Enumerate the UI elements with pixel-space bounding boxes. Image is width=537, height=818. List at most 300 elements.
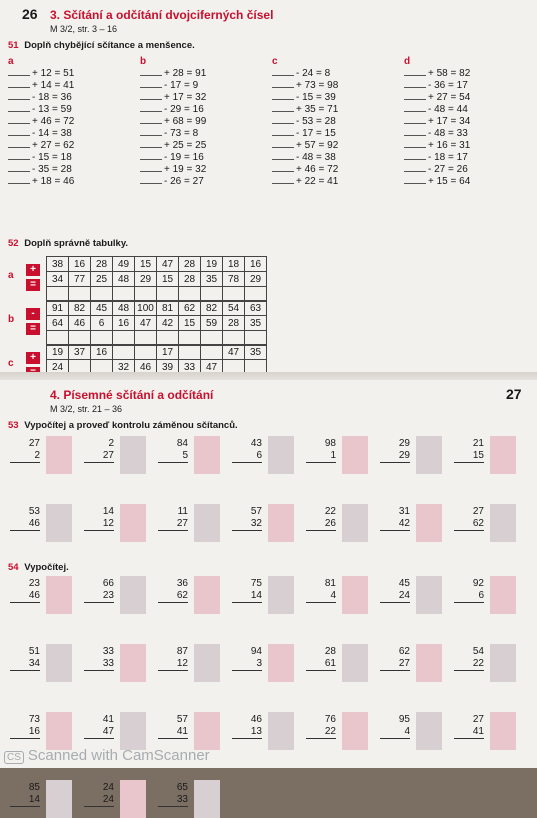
column-label: c <box>272 56 278 67</box>
table-cell: 62 <box>179 301 201 316</box>
addend: 21 <box>472 438 484 449</box>
equation-text: - 17 = 9 <box>164 80 199 91</box>
result-line[interactable] <box>454 738 484 750</box>
equation <box>272 164 394 175</box>
addend: 62 <box>472 518 484 529</box>
equation-text: + 17 = 32 <box>164 92 207 103</box>
table-cell: 15 <box>135 257 157 272</box>
result-line[interactable] <box>380 738 410 750</box>
answer-box[interactable] <box>120 780 146 818</box>
result-line[interactable] <box>306 670 336 682</box>
table-cell: 48 <box>113 301 135 316</box>
result-line[interactable] <box>158 602 188 614</box>
exercise-instruction: Doplň chybějící sčítance a menšence. <box>24 40 195 51</box>
equation <box>272 128 394 139</box>
answer-blank[interactable] <box>404 183 426 184</box>
equation-text: + 15 = 64 <box>428 176 471 187</box>
addition-problem <box>306 646 336 682</box>
table-cell: 29 <box>135 272 157 287</box>
answer-blank[interactable] <box>404 123 426 124</box>
addend: 46 <box>250 714 262 725</box>
addition-problem <box>84 646 114 682</box>
addend: 6 <box>256 450 262 461</box>
addition-problem <box>454 438 484 474</box>
equation-text: - 15 = 18 <box>32 152 72 163</box>
addition-problem <box>380 506 410 542</box>
answer-blank[interactable] <box>404 75 426 76</box>
result-line[interactable] <box>380 462 410 474</box>
answer-box[interactable] <box>342 712 368 750</box>
table-cell: 35 <box>245 316 267 331</box>
table-cell: 34 <box>47 272 69 287</box>
answer-box[interactable] <box>268 712 294 750</box>
equation <box>404 80 526 91</box>
result-line[interactable] <box>84 670 114 682</box>
addend: 66 <box>102 578 114 589</box>
answer-blank[interactable] <box>404 87 426 88</box>
number-table <box>46 256 267 302</box>
addend: 33 <box>176 794 188 805</box>
result-line[interactable] <box>306 738 336 750</box>
equation <box>404 140 526 151</box>
addend: 12 <box>102 518 114 529</box>
table-cell: 82 <box>201 301 223 316</box>
answer-box[interactable] <box>416 504 442 542</box>
answer-blank[interactable] <box>404 159 426 160</box>
addend: 27 <box>28 438 40 449</box>
equation <box>8 152 130 163</box>
equation-text: + 46 = 72 <box>32 116 75 127</box>
answer-blank[interactable] <box>8 159 30 160</box>
equation <box>404 176 526 187</box>
result-line[interactable] <box>380 670 410 682</box>
answer-blank[interactable] <box>272 87 294 88</box>
addend: 51 <box>28 646 40 657</box>
addend: 61 <box>324 658 336 669</box>
answer-box[interactable] <box>46 576 72 614</box>
table-cell: 47 <box>157 257 179 272</box>
answer-box[interactable] <box>120 576 146 614</box>
addend: 27 <box>472 714 484 725</box>
answer-box[interactable] <box>194 644 220 682</box>
equation-text: - 29 = 16 <box>164 104 204 115</box>
table-cell: 29 <box>245 272 267 287</box>
result-line[interactable] <box>454 670 484 682</box>
answer-box[interactable] <box>46 436 72 474</box>
table-cell[interactable] <box>113 345 135 360</box>
exercise-instruction: Vypočítej. <box>24 562 69 573</box>
addend: 29 <box>398 450 410 461</box>
column-label: a <box>8 56 14 67</box>
table-row <box>47 345 267 360</box>
table-cell: 35 <box>201 272 223 287</box>
table-cell[interactable] <box>201 345 223 360</box>
exercise-instruction: Doplň správně tabulky. <box>24 238 129 249</box>
exercise-number: 52 <box>8 238 19 249</box>
result-line[interactable] <box>10 530 40 542</box>
result-line[interactable] <box>158 462 188 474</box>
equation-text: + 14 = 41 <box>32 80 75 91</box>
answer-blank[interactable] <box>140 123 162 124</box>
answer-blank[interactable] <box>272 159 294 160</box>
addend: 57 <box>176 714 188 725</box>
addend: 98 <box>324 438 336 449</box>
equation-text: + 16 = 31 <box>428 140 471 151</box>
addition-problem <box>232 714 262 750</box>
table-cell: 15 <box>157 272 179 287</box>
answer-box[interactable] <box>490 712 516 750</box>
addend: 54 <box>472 646 484 657</box>
equation <box>8 140 130 151</box>
table-cell: 18 <box>223 257 245 272</box>
answer-blank[interactable] <box>8 75 30 76</box>
addend: 65 <box>176 782 188 793</box>
result-line[interactable] <box>10 462 40 474</box>
watermark-text: Scanned with CamScanner <box>27 747 210 764</box>
answer-blank[interactable] <box>140 171 162 172</box>
result-line[interactable] <box>232 670 262 682</box>
answer-blank[interactable] <box>8 99 30 100</box>
answer-blank[interactable] <box>404 171 426 172</box>
answer-blank[interactable] <box>140 147 162 148</box>
page-number: 27 <box>506 386 522 402</box>
answer-box[interactable] <box>268 576 294 614</box>
answer-blank[interactable] <box>8 135 30 136</box>
addition-problem <box>10 782 40 818</box>
equation <box>404 92 526 103</box>
equation-text: - 27 = 26 <box>428 164 468 175</box>
answer-blank[interactable] <box>272 123 294 124</box>
exercise-53-title <box>8 420 238 431</box>
addition-problem <box>380 438 410 474</box>
table-cell: 19 <box>47 345 69 360</box>
result-line[interactable] <box>158 530 188 542</box>
answer-box[interactable] <box>46 780 72 818</box>
table-cell: 16 <box>245 257 267 272</box>
addend: 2 <box>108 438 114 449</box>
addend: 31 <box>398 506 410 517</box>
answer-box[interactable] <box>194 576 220 614</box>
table-cell[interactable] <box>179 345 201 360</box>
addend: 95 <box>398 714 410 725</box>
exercise-51-title <box>8 40 195 51</box>
equation-text: + 27 = 54 <box>428 92 471 103</box>
table-label: b <box>8 314 15 325</box>
exercise-number: 54 <box>8 562 19 573</box>
table-label: a <box>8 270 14 281</box>
equation-text: - 18 = 17 <box>428 152 468 163</box>
answer-box[interactable] <box>268 644 294 682</box>
addition-problem <box>10 506 40 542</box>
table-cell: 47 <box>201 360 223 375</box>
addend: 2 <box>34 450 40 461</box>
answer-box[interactable] <box>490 436 516 474</box>
answer-box[interactable] <box>194 780 220 818</box>
answer-blank[interactable] <box>140 135 162 136</box>
answer-box[interactable] <box>194 504 220 542</box>
addend: 13 <box>250 726 262 737</box>
answer-blank[interactable] <box>272 111 294 112</box>
page-number: 26 <box>22 6 38 22</box>
addition-problem <box>232 506 262 542</box>
addition-problem <box>232 578 262 614</box>
addition-problem <box>84 714 114 750</box>
equation-text: - 35 = 28 <box>32 164 72 175</box>
exercise-number: 51 <box>8 40 19 51</box>
table-cell: 17 <box>157 345 179 360</box>
answer-box[interactable] <box>120 436 146 474</box>
table-cell: 47 <box>223 345 245 360</box>
addition-problem <box>306 578 336 614</box>
addend: 94 <box>250 646 262 657</box>
result-line[interactable] <box>84 602 114 614</box>
equation-text: - 13 = 59 <box>32 104 72 115</box>
addend: 36 <box>176 578 188 589</box>
answer-blank[interactable] <box>8 123 30 124</box>
plus-badge: + <box>26 352 40 364</box>
addition-problem <box>158 646 188 682</box>
addition-problem <box>84 578 114 614</box>
table-cell: 100 <box>135 301 157 316</box>
addition-problem <box>10 646 40 682</box>
table-row <box>47 316 267 331</box>
addend: 27 <box>472 506 484 517</box>
table-cell: 24 <box>47 360 69 375</box>
addition-problem <box>84 438 114 474</box>
addend: 41 <box>102 714 114 725</box>
answer-blank[interactable] <box>140 159 162 160</box>
table-cell: 82 <box>69 301 91 316</box>
addend: 75 <box>250 578 262 589</box>
table-cell: 48 <box>113 272 135 287</box>
result-line[interactable] <box>306 602 336 614</box>
addition-problem <box>84 506 114 542</box>
answer-blank[interactable] <box>8 147 30 148</box>
answer-blank[interactable] <box>8 87 30 88</box>
table-cell: 42 <box>157 316 179 331</box>
right-page <box>0 380 537 805</box>
table-cell: 35 <box>245 345 267 360</box>
result-line[interactable] <box>10 806 40 818</box>
table-cell: 91 <box>47 301 69 316</box>
equation-text: - 26 = 27 <box>164 176 204 187</box>
table-cell: 16 <box>91 345 113 360</box>
answer-box[interactable] <box>416 644 442 682</box>
equation <box>272 152 394 163</box>
equation <box>8 104 130 115</box>
addend: 43 <box>250 438 262 449</box>
addend: 62 <box>176 590 188 601</box>
addend: 14 <box>250 590 262 601</box>
answer-blank[interactable] <box>272 183 294 184</box>
addition-problem <box>454 578 484 614</box>
addend: 27 <box>176 518 188 529</box>
addend: 41 <box>176 726 188 737</box>
equation-text: - 73 = 8 <box>164 128 199 139</box>
addend: 3 <box>256 658 262 669</box>
result-line[interactable] <box>232 462 262 474</box>
answer-box[interactable] <box>416 436 442 474</box>
equation-text: - 18 = 36 <box>32 92 72 103</box>
equation <box>140 164 262 175</box>
equation-text: - 48 = 44 <box>428 104 468 115</box>
addition-problem <box>232 438 262 474</box>
addend: 24 <box>398 590 410 601</box>
result-line[interactable] <box>232 530 262 542</box>
equation <box>404 104 526 115</box>
addition-problem <box>10 578 40 614</box>
chapter-title: 4. Písemné sčítání a odčítání <box>50 388 214 402</box>
camscanner-watermark <box>4 747 210 764</box>
equation <box>404 128 526 139</box>
equation <box>8 80 130 91</box>
answer-box[interactable] <box>342 576 368 614</box>
result-line[interactable] <box>380 530 410 542</box>
answer-blank[interactable] <box>272 135 294 136</box>
equals-badge: = <box>26 279 40 291</box>
addition-problem <box>158 782 188 818</box>
result-line[interactable] <box>232 602 262 614</box>
addend: 4 <box>330 590 336 601</box>
equation <box>8 92 130 103</box>
table-cell: 19 <box>201 257 223 272</box>
answer-box[interactable] <box>416 576 442 614</box>
chapter-subtitle: M 3/2, str. 3 – 16 <box>50 24 118 34</box>
equation-text: + 12 = 51 <box>32 68 75 79</box>
addend: 32 <box>250 518 262 529</box>
addend: 6 <box>478 590 484 601</box>
equation <box>272 68 394 79</box>
answer-box[interactable] <box>342 644 368 682</box>
answer-box[interactable] <box>490 644 516 682</box>
equation <box>8 164 130 175</box>
answer-blank[interactable] <box>140 111 162 112</box>
answer-box[interactable] <box>120 644 146 682</box>
answer-box[interactable] <box>490 504 516 542</box>
equation-text: + 28 = 91 <box>164 68 207 79</box>
answer-box[interactable] <box>46 644 72 682</box>
addend: 33 <box>102 658 114 669</box>
answer-box[interactable] <box>342 436 368 474</box>
table-cell: 33 <box>179 360 201 375</box>
addend: 73 <box>28 714 40 725</box>
addend: 14 <box>102 506 114 517</box>
addend: 12 <box>176 658 188 669</box>
equation <box>404 152 526 163</box>
answer-blank[interactable] <box>140 75 162 76</box>
table-cell: 28 <box>179 272 201 287</box>
answer-blank[interactable] <box>140 99 162 100</box>
table-cell[interactable] <box>135 345 157 360</box>
equation <box>272 116 394 127</box>
result-line[interactable] <box>232 738 262 750</box>
answer-box[interactable] <box>46 504 72 542</box>
result-line[interactable] <box>454 530 484 542</box>
answer-box[interactable] <box>490 576 516 614</box>
result-line[interactable] <box>306 462 336 474</box>
answer-box[interactable] <box>194 712 220 750</box>
answer-blank[interactable] <box>404 111 426 112</box>
answer-blank[interactable] <box>404 135 426 136</box>
addition-problem <box>380 578 410 614</box>
result-line[interactable] <box>380 602 410 614</box>
answer-box[interactable] <box>268 436 294 474</box>
equation-text: - 48 = 33 <box>428 128 468 139</box>
addition-problem <box>454 646 484 682</box>
result-line[interactable] <box>84 806 114 818</box>
answer-box[interactable] <box>268 504 294 542</box>
addition-problem <box>158 438 188 474</box>
equation-text: + 35 = 71 <box>296 104 339 115</box>
addend: 22 <box>324 506 336 517</box>
addition-problem <box>158 578 188 614</box>
addition-problem <box>306 506 336 542</box>
result-line[interactable] <box>10 670 40 682</box>
exercise-52-title <box>8 238 128 249</box>
answer-blank[interactable] <box>272 99 294 100</box>
result-line[interactable] <box>454 462 484 474</box>
equation <box>140 128 262 139</box>
answer-blank[interactable] <box>140 87 162 88</box>
answer-blank[interactable] <box>8 171 30 172</box>
table-cell: 49 <box>113 257 135 272</box>
result-line[interactable] <box>454 602 484 614</box>
addend: 22 <box>324 726 336 737</box>
answer-blank[interactable] <box>8 183 30 184</box>
equation-text: - 53 = 28 <box>296 116 336 127</box>
equation-text: + 25 = 25 <box>164 140 207 151</box>
result-line[interactable] <box>306 530 336 542</box>
table-cell: 54 <box>223 301 245 316</box>
answer-blank[interactable] <box>404 147 426 148</box>
answer-blank[interactable] <box>272 147 294 148</box>
addend: 1 <box>330 450 336 461</box>
result-line[interactable] <box>10 602 40 614</box>
equation-text: + 19 = 32 <box>164 164 207 175</box>
answer-box[interactable] <box>120 504 146 542</box>
table-cell: 46 <box>69 316 91 331</box>
answer-blank[interactable] <box>140 183 162 184</box>
plus-badge: + <box>26 264 40 276</box>
table-cell: 37 <box>69 345 91 360</box>
answer-blank[interactable] <box>404 99 426 100</box>
equation-text: - 17 = 15 <box>296 128 336 139</box>
table-cell: 46 <box>135 360 157 375</box>
table-cell: 6 <box>91 316 113 331</box>
answer-blank[interactable] <box>272 75 294 76</box>
addition-problem <box>158 506 188 542</box>
answer-box[interactable] <box>46 712 72 750</box>
addend: 23 <box>102 590 114 601</box>
result-line[interactable] <box>84 530 114 542</box>
answer-box[interactable] <box>120 712 146 750</box>
answer-box[interactable] <box>342 504 368 542</box>
answer-box[interactable] <box>416 712 442 750</box>
result-line[interactable] <box>158 670 188 682</box>
table-cell: 25 <box>91 272 113 287</box>
column-label: b <box>140 56 147 67</box>
equation-text: - 24 = 8 <box>296 68 331 79</box>
result-line[interactable] <box>158 806 188 818</box>
answer-blank[interactable] <box>8 111 30 112</box>
answer-blank[interactable] <box>272 171 294 172</box>
addend: 46 <box>28 518 40 529</box>
table-label: c <box>8 358 14 369</box>
result-line[interactable] <box>84 462 114 474</box>
addition-problem <box>10 714 40 750</box>
equation-text: + 46 = 72 <box>296 164 339 175</box>
answer-box[interactable] <box>194 436 220 474</box>
